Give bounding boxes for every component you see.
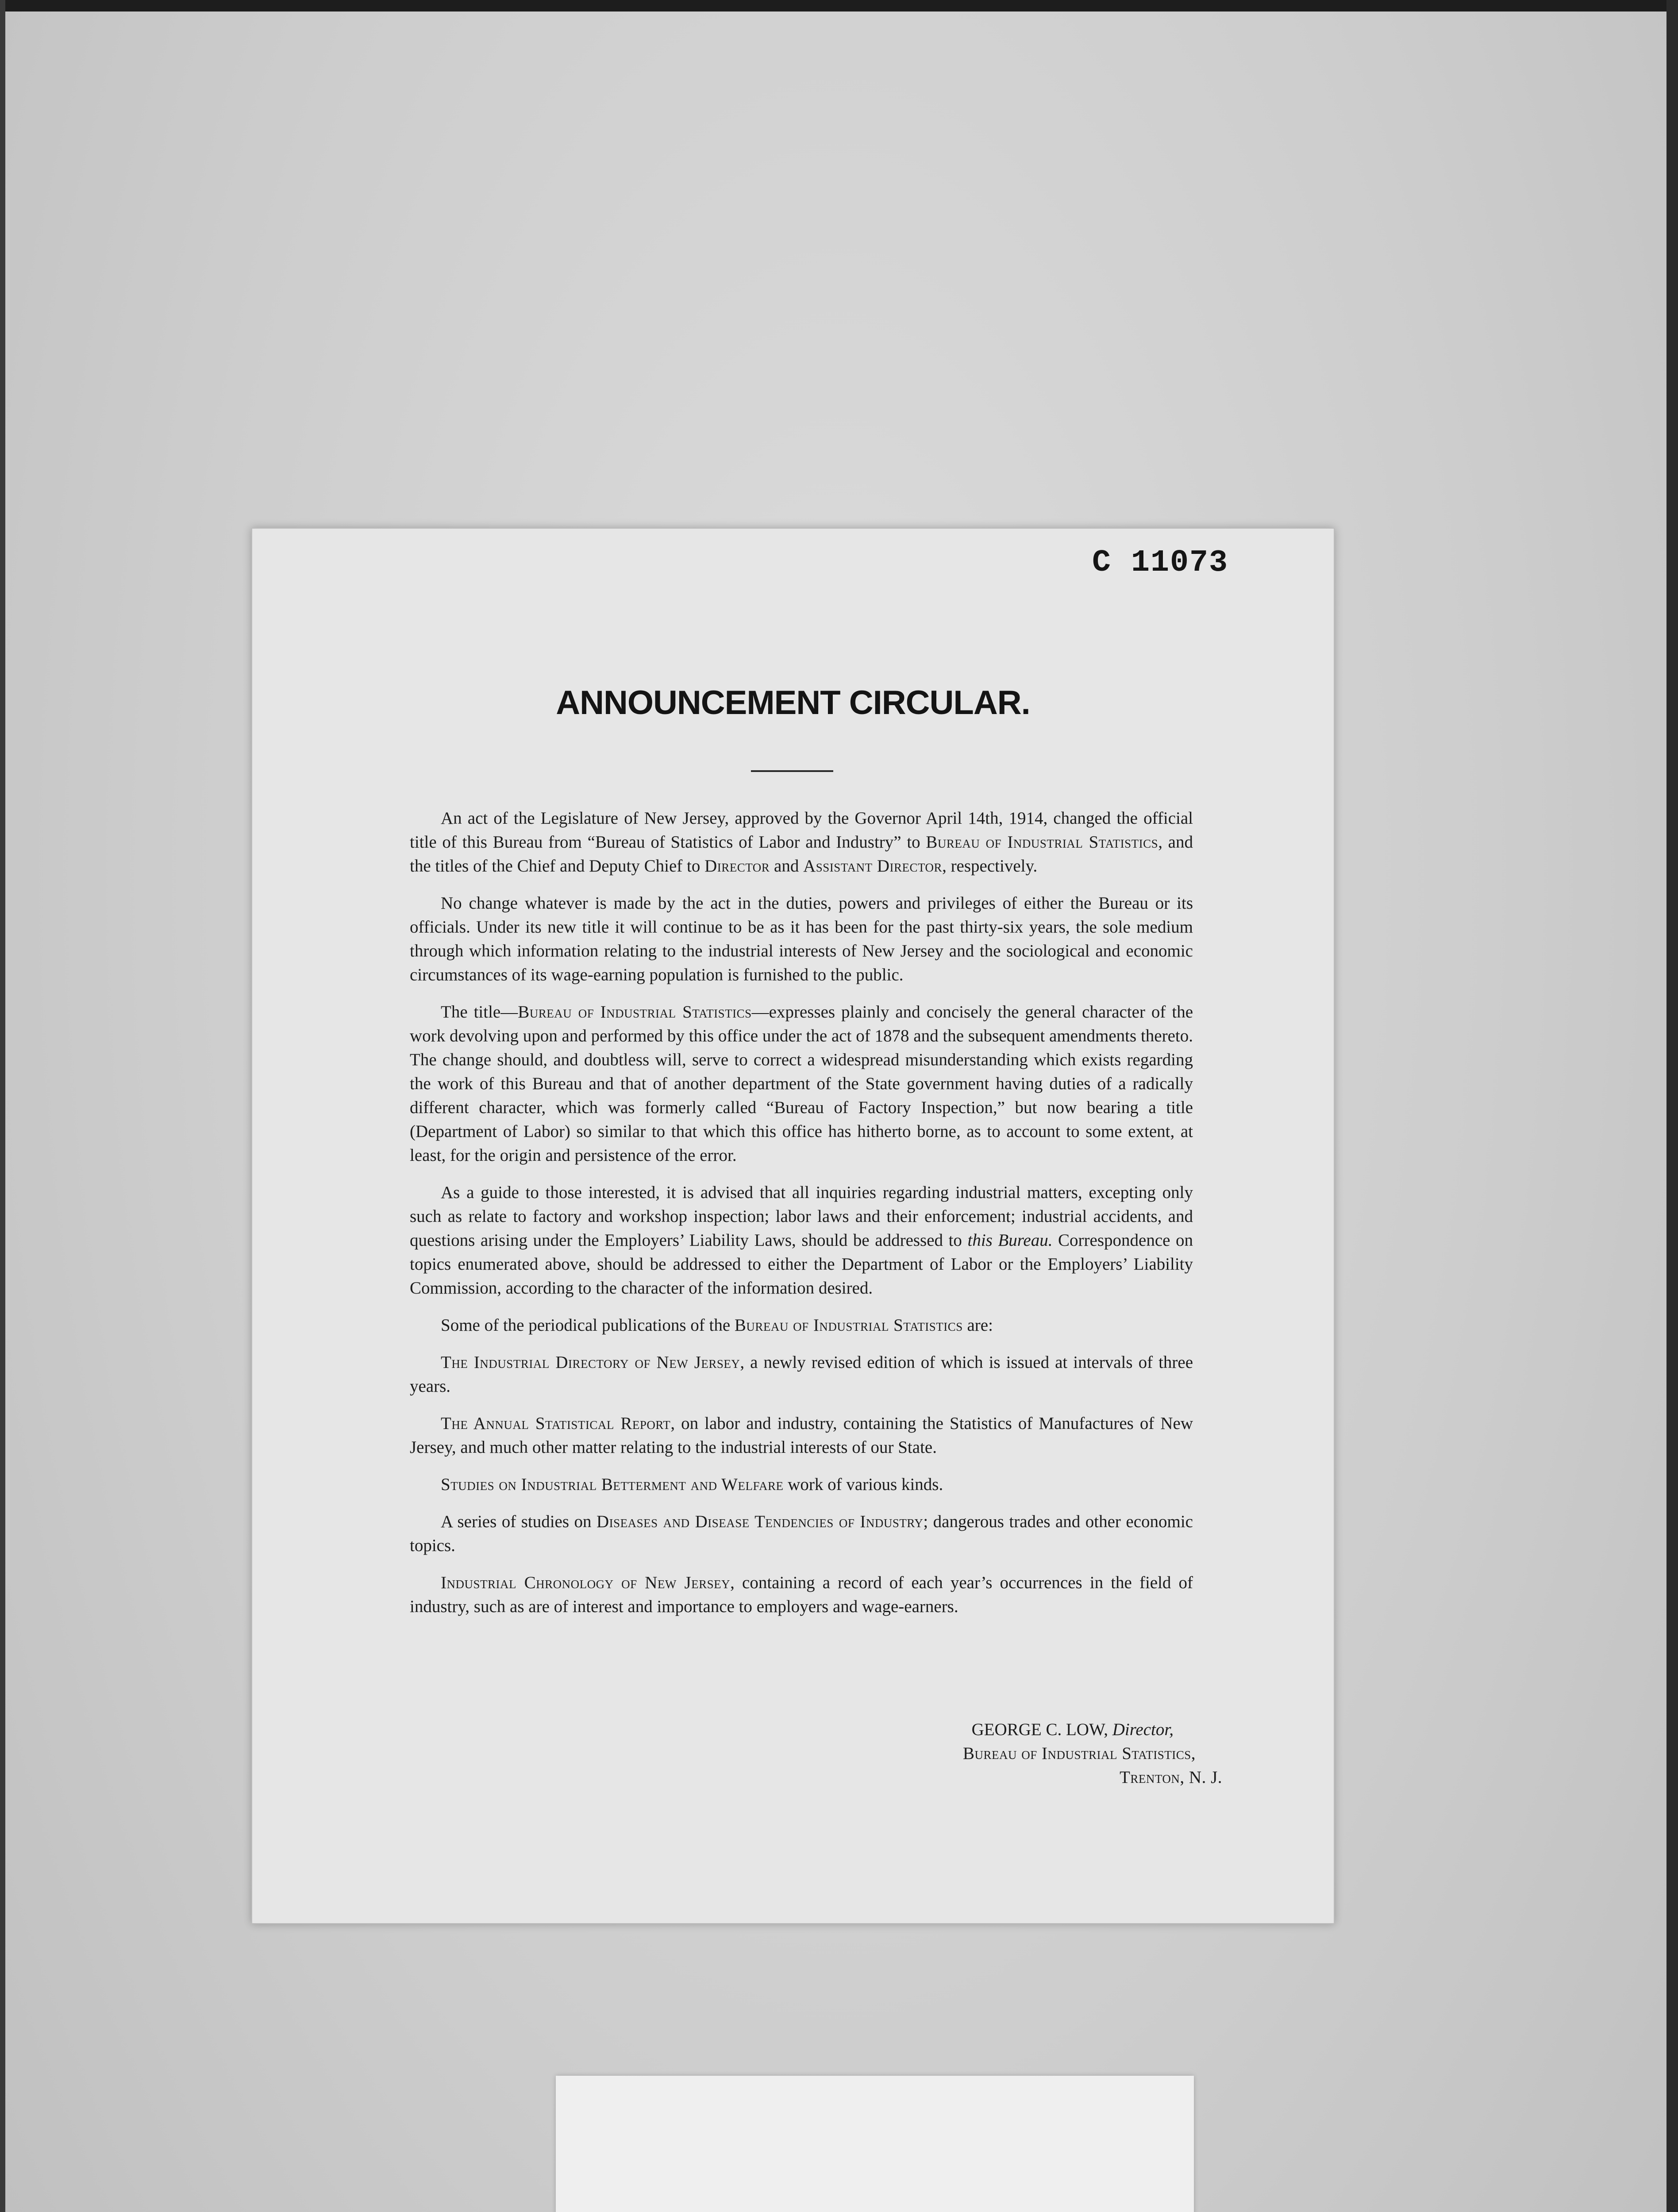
text-run: , on labor and industry, containing the Statistics of Manufactures of New Jersey, and much other matter relating to the industrial interests of our State. — [410, 1414, 1193, 1457]
text-run: ; dangerous trades and other economic topics. — [410, 1512, 1193, 1555]
publication-disease-studies — [410, 1510, 1193, 1558]
bureau-name: Bureau of Industrial Statistics — [518, 1002, 752, 1022]
text-run: Some of the periodical publications of the — [441, 1316, 735, 1335]
signatory-line — [824, 1718, 1222, 1742]
paragraph-title-meaning — [410, 1000, 1193, 1167]
text-run: , and the titles of the Chief and Deputy Chief to — [410, 833, 1193, 876]
publication-title: The Industrial Directory of New Jersey — [441, 1353, 740, 1372]
film-edge-right — [1666, 0, 1678, 2212]
publication-title: Diseases and Disease Tendencies of Industry — [597, 1512, 924, 1531]
circular-body — [410, 806, 1193, 1632]
film-edge-top — [0, 0, 1678, 12]
paragraph-no-change: No change whatever is made by the act in the duties, powers and privileges of either the Bureau or its officials. Under its new title it will continue to be as it has been for the past thirty-six years, the sole medium through which information relating to the industrial interests of New Jersey and the sociological and economic circumstances of its wage-earning population is furnished to the public. — [410, 894, 1193, 984]
paragraph-inquiries — [410, 1181, 1193, 1300]
bureau-name: Bureau of Industrial Statistics — [734, 1316, 963, 1335]
publication-title: Studies on Industrial Betterment and Welfare — [441, 1475, 784, 1494]
text-run: are: — [962, 1316, 993, 1335]
publication-title: Industrial Chronology of New Jersey — [441, 1573, 731, 1592]
text-run: An act of the Legislature of New Jersey, approved by the Governor April 14th, 1914, changed the official title of this Bureau from “Bureau of Statistics of Labor and Industry” to — [410, 809, 1193, 852]
paragraph-title-change — [410, 806, 1193, 878]
signatory-role: Director, — [1112, 1720, 1174, 1739]
text-run: , containing a record of each year’s occurrences in the field of industry, such as are of interest and importance to employers and wage-earners. — [410, 1573, 1193, 1616]
title-divider — [751, 770, 833, 772]
signatory-bureau: Bureau of Industrial Statistics, — [962, 1744, 1196, 1763]
publication-industrial-chronology — [410, 1571, 1193, 1619]
text-run: , a newly revised edition of which is issued at intervals of three years. — [410, 1353, 1193, 1396]
announcement-circular-page — [251, 528, 1335, 1924]
text-run: The title— — [441, 1002, 518, 1022]
bureau-name: Bureau of Industrial Statistics — [926, 833, 1158, 852]
publication-title: The Annual Statistical Report — [441, 1414, 671, 1433]
director-title: Director — [704, 856, 770, 876]
emphasis-this-bureau: this Bureau. — [967, 1231, 1053, 1250]
signature-block — [824, 1718, 1222, 1790]
archive-volume-label — [556, 2076, 1194, 2212]
signatory-name: GEORGE C. LOW, — [971, 1720, 1112, 1739]
assistant-director-title: Assistant Director — [803, 856, 943, 876]
text-run: and — [770, 856, 804, 876]
text-run: As a guide to those interested, it is advised that all inquiries regarding industrial matters, excepting only such as relate to factory and workshop inspection; labor laws and their enforcement; industrial accidents, and questions arising under the Employers’ Liability Laws, should be addressed to — [410, 1183, 1193, 1250]
document-title: ANNOUNCEMENT CIRCULAR. — [556, 684, 1030, 722]
text-run: Correspondence on topics enumerated above, should be addressed to either the Department of Labor or the Employers’ Liability Commission, according to the character of the information desired. — [410, 1231, 1193, 1298]
publication-industrial-directory — [410, 1351, 1193, 1398]
publication-annual-report — [410, 1412, 1193, 1459]
text-run: A series of studies on — [441, 1512, 597, 1531]
file-number-stamp: C 11073 — [1092, 545, 1228, 580]
film-edge-left — [0, 0, 5, 2212]
text-run: —expresses plainly and concisely the general character of the work devolving upon and performed by this office under the act of 1878 and the subsequent amendments thereto. The change should, and doubtless will, serve to correct a widespread misunderstanding which exists regarding the work of this Bureau and that of another department of the State government having duties of a radically different character, which was formerly called “Bureau of Factory Inspection,” but now bearing a title (Department of Labor) so similar to that which this office has hitherto borne, as to account to some extent, at least, for the origin and persistence of the error. — [410, 1002, 1193, 1165]
publication-betterment-studies — [410, 1473, 1193, 1497]
signatory-city: Trenton, N. J. — [1120, 1768, 1222, 1787]
text-run: , respectively. — [942, 856, 1038, 876]
text-run: work of various kinds. — [783, 1475, 943, 1494]
paragraph-publications-intro — [410, 1313, 1193, 1337]
